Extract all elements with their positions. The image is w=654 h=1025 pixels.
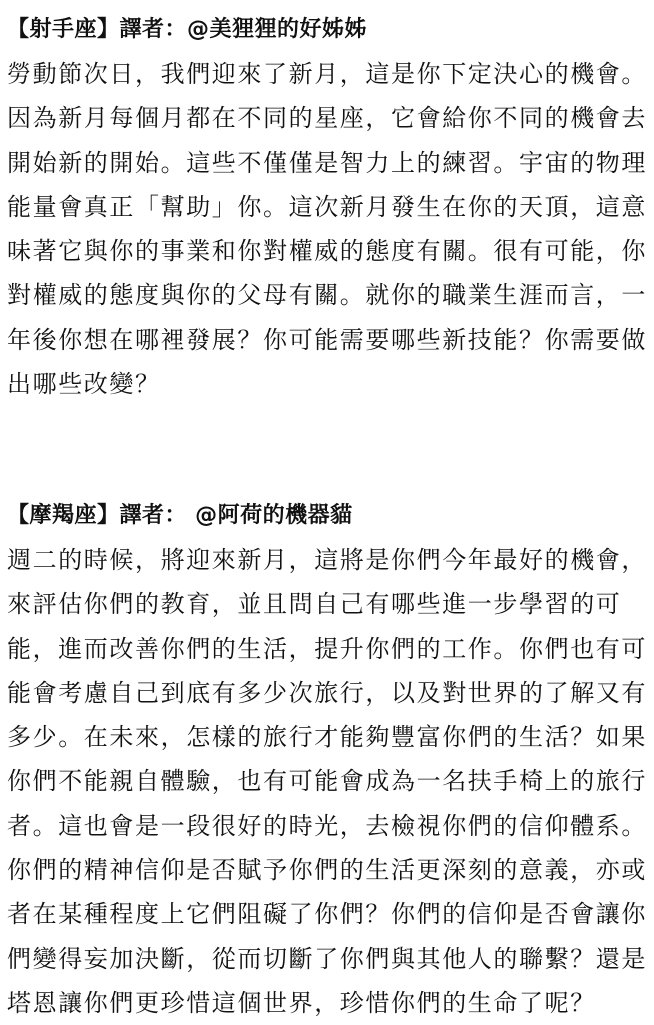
paragraph-line: 者。這也會是一段很好的時光，去檢視你們的信仰體系。 [7, 811, 647, 840]
paragraph-line: 來評估你們的教育，並且問自己有哪些進一步學習的可 [7, 590, 622, 619]
paragraph-line: 多少。在未來，怎樣的旅行才能夠豐富你們的生活？如果 [7, 723, 647, 752]
paragraph-line: 因為新月每個月都在不同的星座，它會給你不同的機會去 [7, 104, 647, 133]
capricorn-section [7, 494, 647, 1025]
paragraph-line: 能量會真正「幫助」你。這次新月發生在你的天頂，這意 [7, 192, 647, 221]
section-heading: 【射手座】譯者：@美狸狸的好姊姊 [7, 17, 368, 42]
paragraph-line: 對權威的態度與你的父母有關。就你的職業生涯而言，一 [7, 281, 647, 310]
paragraph-line: 味著它與你的事業和你對權威的態度有關。很有可能，你 [7, 237, 647, 266]
paragraph-line: 者在某種程度上它們阻礙了你們？你們的信仰是否會讓你 [7, 900, 647, 929]
paragraph-line: 勞動節次日，我們迎來了新月，這是你下定決心的機會。 [7, 60, 647, 88]
paragraph-line: 你們不能親自體驗，也有可能會成為一名扶手椅上的旅行 [7, 767, 647, 796]
paragraph-line: 塔恩讓你們更珍惜這個世界，珍惜你們的生命了呢？ [7, 988, 596, 1017]
paragraph-line: 們變得妄加決斷，從而切斷了你們與其他人的聯繫？還是 [7, 944, 647, 973]
section-heading: 【摩羯座】譯者： @阿荷的機器貓 [7, 503, 353, 528]
paragraph-line: 你們的精神信仰是否賦予你們的生活更深刻的意義，亦或 [7, 856, 647, 885]
sagittarius-section [7, 8, 647, 406]
paragraph-line: 年後你想在哪裡發展？你可能需要哪些新技能？你需要做 [7, 325, 647, 354]
paragraph-line: 能會考慮自己到底有多少次旅行，以及對世界的了解又有 [7, 678, 647, 707]
paragraph-line: 週二的時候，將迎來新月，這將是你們今年最好的機會， [7, 546, 647, 574]
paragraph-line: 開始新的開始。這些不僅僅是智力上的練習。宇宙的物理 [7, 148, 647, 177]
paragraph-line: 能，進而改善你們的生活，提升你們的工作。你們也有可 [7, 634, 647, 663]
paragraph-line: 出哪些改變？ [7, 370, 161, 399]
